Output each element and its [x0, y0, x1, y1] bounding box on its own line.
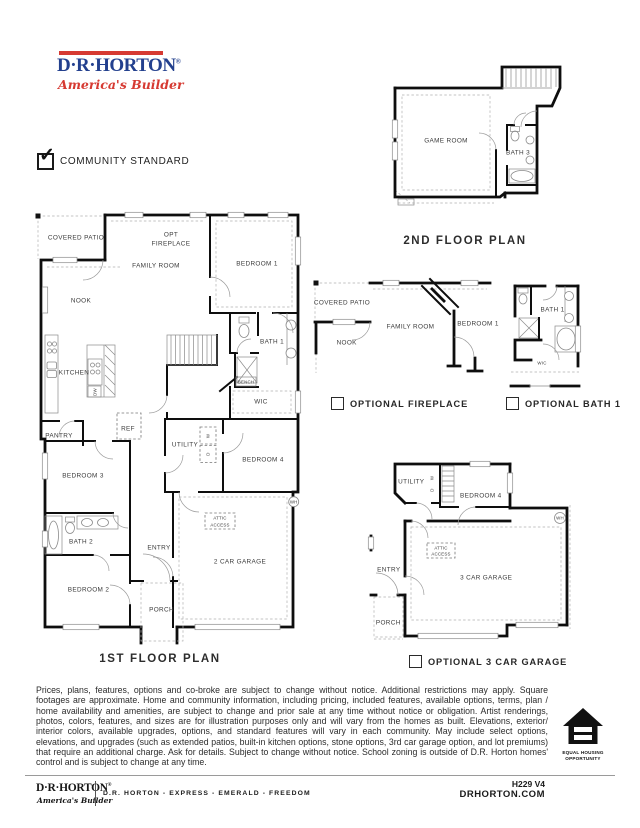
room-label-attic-2: ACCESS [210, 522, 230, 527]
room-label-optg-utility: UTILITY [398, 478, 425, 486]
optional-garage-label: OPTIONAL 3 CAR GARAGE [428, 656, 568, 667]
room-label-optg-attic-1: ATTIC [434, 545, 448, 550]
optional-fireplace-checkbox [331, 397, 344, 410]
optional-garage-checkbox [409, 655, 422, 668]
footer-brand-text: D·R·HORTON [36, 782, 108, 794]
second-floor-plan-title: 2ND FLOOR PLAN [403, 235, 527, 247]
room-label-2-car-garage: 2 CAR GARAGE [213, 558, 267, 566]
disclaimer-text: Prices, plans, features, options and co-broke are subject to change without notice. Additional restrictions may apply. Square footages are approximate. Home and community information, including pricing, included features, available options, terms, plan / home availability and amenities, are subject to change and prior sale at any time without notice or obligation. Artist renderings, photos, colors, features, and sizes are for illustration purposes only and will vary from the homes as built. Elevations, exterior/ interior colors, available upgrades, options, and standard features will vary in each community. May include select options, elevations, and upgrades (such as extended patios, built-in kitchen options, stone options, 3rd car garage option, and lot premiums) that require an additional charge. Ask for details. Subject to change without notice. School zoning is outside of D.R. Horton homes' control and is subject to change at any time. [36, 685, 548, 768]
equal-housing-line2: OPPORTUNITY [565, 755, 601, 761]
room-label-bath-3: BATH 3 [506, 149, 530, 157]
room-label-dw: DW [92, 387, 97, 396]
room-label-optg-wh: WH [556, 515, 564, 521]
room-label-optg-washer: W [429, 475, 434, 480]
optional-fireplace-label: OPTIONAL FIREPLACE [350, 398, 469, 409]
equal-housing-line1: EQUAL HOUSING [562, 750, 604, 755]
equal-housing-logo [560, 707, 606, 761]
second-floor-plan [390, 62, 575, 212]
room-label-bath-2: BATH 2 [69, 538, 93, 545]
first-floor-plan-title: 1ST FLOOR PLAN [99, 653, 221, 665]
optional-bath1-row [506, 397, 621, 410]
room-label-ref: REF [121, 425, 135, 433]
room-label-optg-dryer: D [429, 487, 434, 492]
optional-fireplace-row [331, 397, 468, 410]
room-label-utility: UTILITY [171, 441, 199, 449]
optional-fireplace-drawing [313, 273, 503, 403]
room-label-opt-fireplace-1: OPT [163, 231, 179, 239]
room-label-wh: WH [289, 499, 298, 505]
brand-tagline: America's Builder [58, 77, 184, 92]
optional-bath1-checkbox [506, 397, 519, 410]
room-label-nook: NOOK [70, 297, 92, 305]
first-floor-plan [25, 205, 315, 660]
footer-divisions: D.R. HORTON - EXPRESS - EMERALD - FREEDOM [103, 790, 311, 797]
optional-garage-plan [358, 443, 573, 648]
community-standard-row [37, 145, 190, 170]
footer-brand-logo [36, 782, 111, 794]
room-label-porch: PORCH [149, 606, 174, 614]
brand-logo [57, 55, 180, 77]
room-label-dryer: D [205, 452, 211, 456]
room-label-optb-wic: WIC [537, 360, 547, 366]
footer-divider-line [25, 775, 615, 776]
room-label-optg-porch: PORCH [375, 619, 401, 627]
room-label-optg-entry: ENTRY [377, 566, 401, 573]
room-label-optg-bedroom-4: BEDROOM 4 [460, 492, 502, 500]
plan-code: H229 V4 [511, 779, 545, 789]
footer-vertical-divider [95, 781, 96, 806]
room-label-washer: W [205, 433, 211, 438]
room-label-bench: BENCH [237, 379, 255, 384]
optional-fireplace-plan [313, 273, 503, 403]
room-label-optg-attic-2: ACCESS [431, 551, 451, 557]
checkmark-icon: ✓ [39, 145, 55, 166]
room-label-kitchen: KITCHEN [58, 369, 90, 377]
room-label-opt-covered-patio: COVERED PATIO [313, 299, 371, 307]
footer-brand-tagline: America's Builder [37, 796, 113, 805]
room-label-opt-nook: NOOK [336, 339, 357, 347]
room-label-attic-1: ATTIC [213, 515, 227, 521]
optional-garage-row [409, 655, 567, 668]
equal-housing-icon [562, 707, 604, 745]
room-label-pantry: PANTRY [45, 432, 73, 440]
room-label-game-room: GAME ROOM [424, 137, 468, 145]
optional-bath1-drawing [503, 276, 588, 394]
room-label-covered-patio: COVERED PATIO [47, 234, 105, 242]
room-label-3-car-garage: 3 CAR GARAGE [460, 574, 513, 582]
optional-bath1-label: OPTIONAL BATH 1 [525, 398, 621, 409]
room-label-family-room: FAMILY ROOM [132, 262, 180, 270]
website-url: DRHORTON.COM [459, 789, 545, 800]
room-label-optb-bath1: BATH 1 [540, 306, 565, 314]
room-label-opt-bedroom-1: BEDROOM 1 [457, 320, 499, 328]
room-label-bath-1: BATH 1 [260, 338, 284, 346]
room-label-wic: WIC [254, 398, 268, 406]
room-label-bedroom-4: BEDROOM 4 [242, 456, 284, 464]
brand-logo-text: D·R·HORTON [57, 55, 176, 76]
room-label-opt-fireplace-2: FIREPLACE [151, 240, 191, 247]
optional-garage-drawing [358, 443, 573, 648]
room-label-bedroom-3: BEDROOM 3 [62, 472, 104, 480]
optional-bath1-plan [503, 276, 588, 394]
room-label-bedroom-1: BEDROOM 1 [236, 260, 278, 268]
room-label-opt-family-room: FAMILY ROOM [386, 323, 435, 331]
community-standard-label: COMMUNITY STANDARD [60, 156, 190, 167]
room-label-entry: ENTRY [147, 544, 171, 551]
community-standard-checkbox [37, 145, 55, 170]
registered-mark: ® [175, 57, 181, 66]
room-label-bedroom-2: BEDROOM 2 [67, 586, 110, 593]
second-floor-plan-drawing [390, 62, 575, 212]
footer-registered-mark: ® [107, 783, 112, 789]
